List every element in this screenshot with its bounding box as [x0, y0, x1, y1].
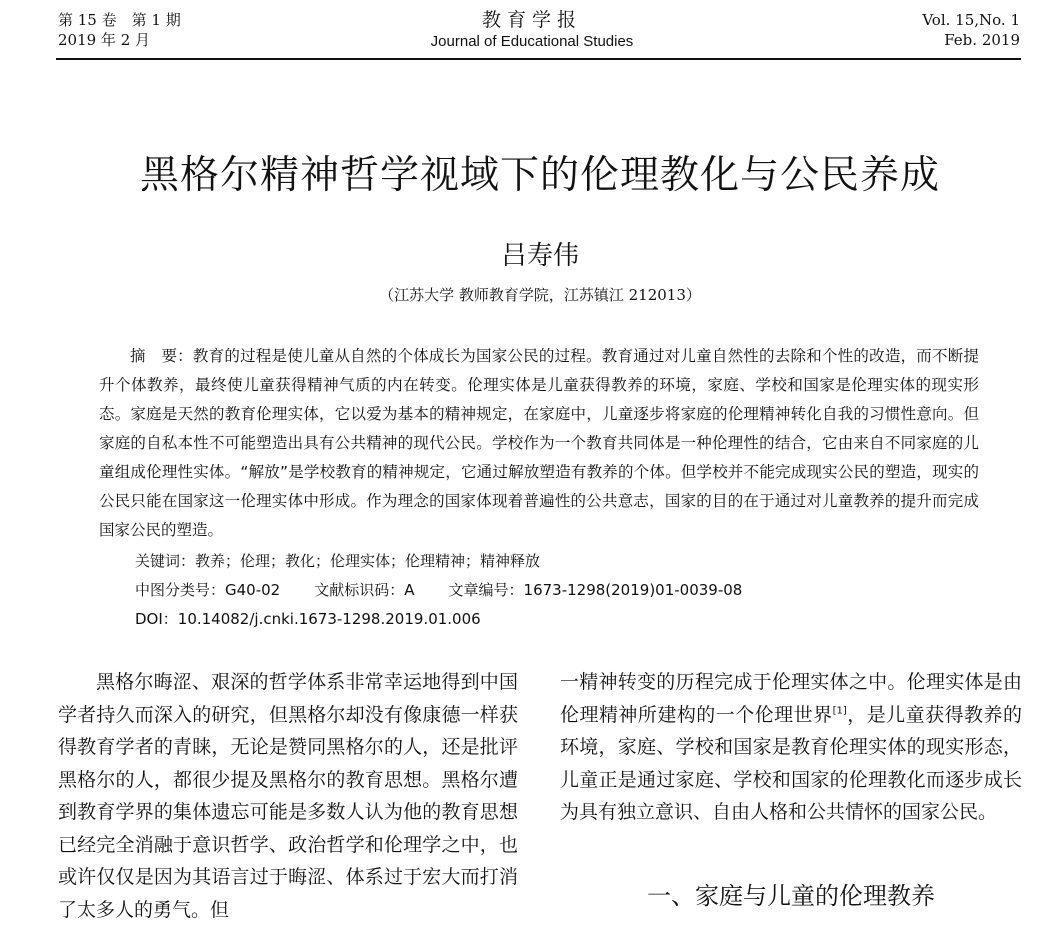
- doc-code: A: [404, 581, 415, 599]
- article-title: 黑格尔精神哲学视域下的伦理教化与公民养成: [139, 153, 940, 198]
- keywords-label: 关键词：: [135, 552, 196, 570]
- body-left-column: 黑格尔晦涩、艰深的哲学体系非常幸运地得到中国学者持久而深入的研究，但黑格尔却没有像康德一样获得教育学者的青睐，无论是赞同黑格尔的人，还是批评黑格尔的人，都很少提及黑格尔的教育思想。黑格尔遭到教育学界的集体遗忘可能是多数人认为他的教育思想已经完全消融于意识哲学、政治哲学和伦理学之中，也或许仅仅是因为其语言过于晦涩、体系过于宏大而打消了太多人的勇气。但: [58, 671, 518, 921]
- doc-code-label: 文献标识码：: [314, 581, 405, 599]
- body-right-column: [560, 666, 1022, 829]
- clc-label: 中图分类号：: [135, 581, 226, 599]
- publication-date-en: Feb. 2019: [944, 31, 1020, 49]
- journal-name-en: Journal of Educational Studies: [430, 33, 634, 50]
- clc-code: G40-02: [225, 581, 281, 599]
- publication-date: 2019 年 2 月: [58, 31, 151, 49]
- keywords: [135, 551, 540, 571]
- doi-label: DOI：: [135, 610, 178, 628]
- header-divider: [56, 58, 1021, 60]
- section-heading: 一、家庭与儿童的伦理教养: [647, 882, 935, 910]
- body-text: ，是儿童获得教养的环境，家庭、学校和国家是教育伦理实体的现实形态，儿童正是通过家庭、学校和国家的伦理教化而逐步成长为具有独立意识、自由人格和公共情怀的国家公民。: [560, 703, 1022, 823]
- abstract-label: 摘 要：: [130, 347, 193, 365]
- volume-issue: 第 15 卷 第 1 期: [58, 11, 181, 29]
- doi-link[interactable]: 10.14082/j.cnki.1673-1298.2019.01.006: [177, 610, 481, 628]
- keywords-text: 教养；伦理；教化；伦理实体；伦理精神；精神释放: [195, 552, 541, 570]
- article-number-label: 文章编号：: [448, 581, 524, 599]
- body-text: 一精神转变的历程完成于伦理实体之中。伦理实体是由伦理精神所建构的一个伦理世界: [560, 671, 1022, 726]
- journal-name-cn: 教育学报: [481, 9, 582, 31]
- classification-line: [135, 580, 742, 600]
- author-name: 吕寿伟: [500, 241, 579, 271]
- citation-link[interactable]: [1]: [832, 705, 847, 717]
- abstract: [99, 342, 979, 545]
- author-affiliation: （江苏大学 教师教育学院，江苏镇江 212013）: [379, 286, 701, 304]
- article-number: 1673-1298(2019)01-0039-08: [523, 581, 743, 599]
- abstract-text: 教育的过程是使儿童从自然的个体成长为国家公民的过程。教育通过对儿童自然性的去除和个性的改造，而不断提升个体教养，最终使儿童获得精神气质的内在转变。伦理实体是儿童获得教养的环境，家庭、学校和国家是伦理实体的现实形态。家庭是天然的教育伦理实体，它以爱为基本的精神规定，在家庭中，儿童逐步将家庭的伦理精神转化自我的习惯性意向。但家庭的自私本性不可能塑造出具有公共精神的现代公民。学校作为一个教育共同体是一种伦理性的结合，它由来自不同家庭的儿童组成伦理性实体。“解放”是学校教育的精神规定，它通过解放塑造有教养的个体。但学校并不能完成现实公民的塑造，现实的公民只能在国家这一伦理实体中形成。作为理念的国家体现着普遍性的公共意志，国家的目的在于通过对儿童教养的提升而完成国家公民的塑造。: [99, 347, 979, 539]
- volume-issue-en: Vol. 15,No. 1: [922, 11, 1020, 29]
- issue-info-en: [922, 10, 1020, 50]
- journal-name: [0, 8, 1064, 52]
- doi-line: [135, 609, 481, 629]
